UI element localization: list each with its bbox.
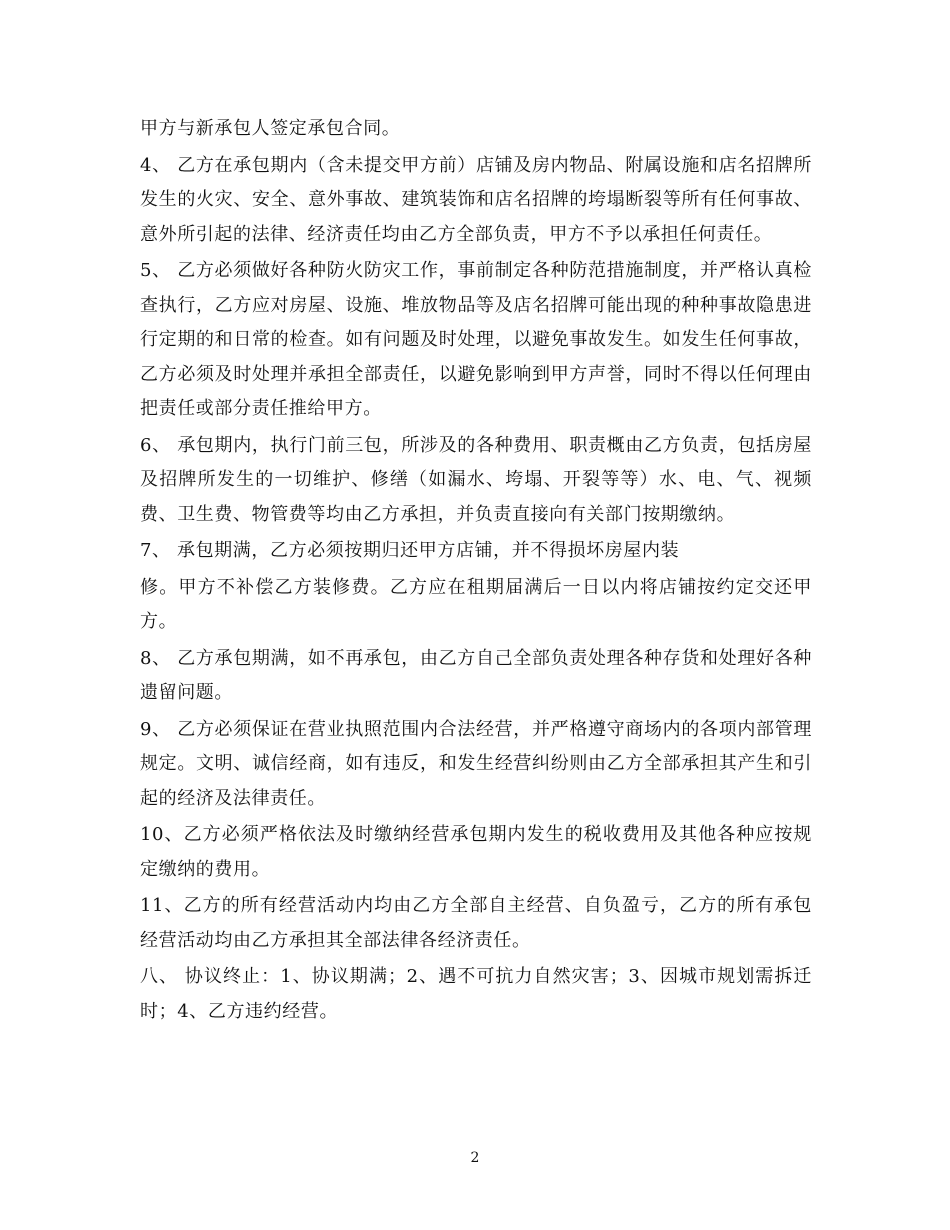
section-8-termination: 八、 协议终止：1、协议期满；2、遇不可抗力自然灾害；3、因城市规划需拆迁时；4、乙方违约经营。 [140,966,812,1022]
clause-4: 4、 乙方在承包期内（含未提交甲方前）店铺及房内物品、附属设施和店名招牌所发生的火灾、安全、意外事故、建筑装饰和店名招牌的垮塌断裂等所有任何事故、意外所引起的法律、经济责任均由乙方全部负责，甲方不予以承担任何责任。 [140,154,812,245]
document-body [140,112,812,1031]
clause-6: 6、 承包期内，执行门前三包，所涉及的各种费用、职责概由乙方负责，包括房屋及招牌所发生的一切维护、修缮（如漏水、垮塌、开裂等等）水、电、气、视频费、卫生费、物管费等均由乙方承担，并负责直接向有关部门按期缴纳。 [140,434,812,525]
clause-11: 11、乙方的所有经营活动内均由乙方全部自主经营、自负盈亏，乙方的所有承包经营活动均由乙方承担其全部法律各经济责任。 [140,895,812,951]
clause-7-continuation: 修。甲方不补偿乙方装修费。乙方应在租期届满后一日以内将店铺按约定交还甲方。 [140,576,812,632]
clause-10: 10、乙方必须严格依法及时缴纳经营承包期内发生的税收费用及其他各种应按规定缴纳的费用。 [140,824,812,880]
clause-8: 8、 乙方承包期满，如不再承包，由乙方自己全部负责处理各种存货和处理好各种遗留问题。 [140,647,812,703]
clause-7: 7、 承包期满，乙方必须按期归还甲方店铺，并不得损坏房屋内装 [140,540,680,561]
paragraph-continuation: 甲方与新承包人签定承包合同。 [140,118,401,139]
page-number: 2 [470,1150,480,1166]
clause-5: 5、 乙方必须做好各种防火防灾工作，事前制定各种防范措施制度，并严格认真检查执行，乙方应对房屋、设施、堆放物品等及店名招牌可能出现的种种事故隐患进行定期的和日常的检查。如有问题及时处理，以避免事故发生。如发生任何事故，乙方必须及时处理并承担全部责任，以避免影响到甲方声誉，同时不得以任何理由把责任或部分责任推给甲方。 [140,260,812,419]
clause-9: 9、 乙方必须保证在营业执照范围内合法经营，并严格遵守商场内的各项内部管理规定。文明、诚信经商，如有违反，和发生经营纠纷则由乙方全部承担其产生和引起的经济及法律责任。 [140,718,812,809]
